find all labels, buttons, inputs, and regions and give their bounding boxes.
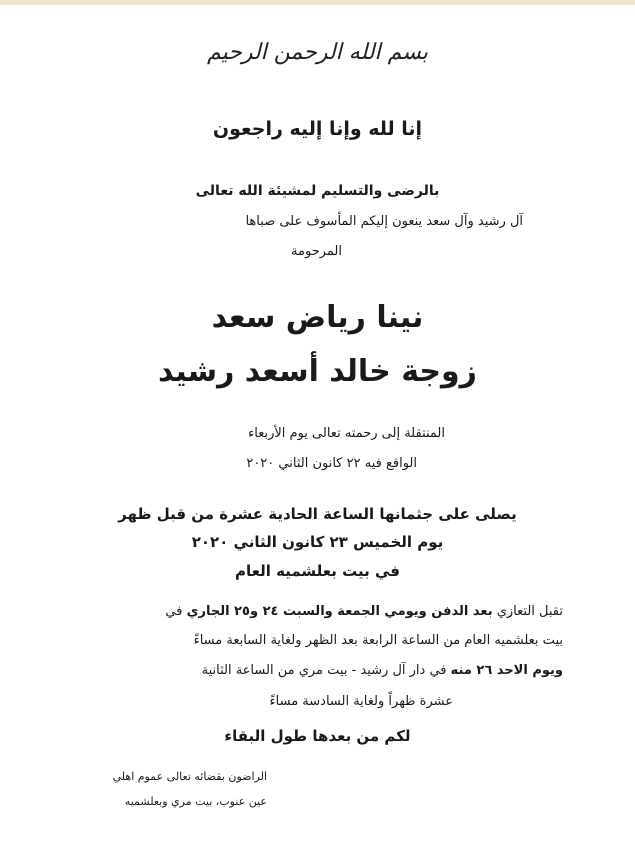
acceptance-line: بالرضى والتسليم لمشيئة الله تعالى — [195, 183, 440, 199]
closing-line: لكم من بعدها طول البقاء — [224, 727, 411, 745]
passed-away-line: المنتقلة إلى رحمته تعالى يوم الأربعاء — [248, 426, 445, 441]
deceased-name: نينا رياض سعد — [211, 300, 424, 335]
passing-date: الواقع فيه ٢٢ كانون الثاني ٢٠٢٠ — [246, 456, 417, 471]
funeral-prayer-place: في بيت بعلشميه العام — [235, 562, 400, 580]
condolences-intro: تقبل التعازي — [496, 604, 563, 619]
condolences-days: بعد الدفن ويومي الجمعة والسبت ٢٤ و٢٥ الجاري — [186, 604, 493, 619]
mourners-line: آل رشيد وآل سعد ينعون إليكم المأسوف على صباها — [245, 214, 523, 229]
signature-line-2: عين عنوب، بيت مري وبعلشميه — [124, 795, 267, 808]
condolences-line-4: عشرة ظهراً ولغاية السادسة مساءً — [269, 694, 453, 709]
late-label: المرحومة — [291, 244, 342, 259]
funeral-prayer-day: يوم الخميس ٢٣ كانون الثاني ٢٠٢٠ — [191, 533, 444, 551]
inna-lillah-heading: إنا لله وإنا إليه راجعون — [212, 118, 423, 140]
basmala-calligraphy: بسم الله الرحمن الرحيم — [206, 40, 429, 65]
condolences-in: في — [165, 604, 183, 619]
funeral-prayer-line: يصلى على جثمانها الساعة الحادية عشرة من قبل ظهر — [118, 505, 517, 523]
signature-line-1: الراضون بقضائه تعالى عموم اهلي — [112, 770, 267, 783]
spouse-line: زوجة خالد أسعد رشيد — [158, 354, 477, 389]
condolences-sunday: ويوم الاحد ٢٦ منه — [450, 663, 563, 678]
condolences-line-1 — [165, 604, 563, 619]
condolences-line-2: بيت بعلشميه العام من الساعة الرابعة بعد الظهر ولغاية السابعة مساءً — [193, 633, 563, 648]
condolences-sunday-place: في دار آل رشيد - بيت مري من الساعة الثانية — [201, 663, 447, 678]
condolences-line-3 — [202, 663, 563, 678]
